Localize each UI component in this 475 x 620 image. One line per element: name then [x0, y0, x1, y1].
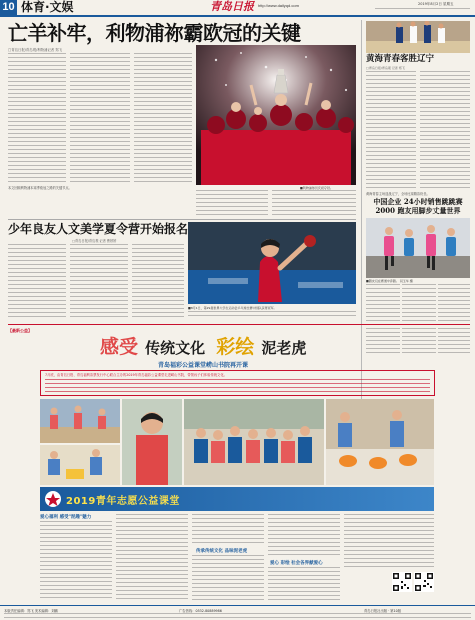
sport-caption-lines: [188, 311, 356, 319]
lead-body-col2: [70, 53, 130, 185]
lead-headline: 亡羊补牢，利物浦祢霸欧冠的关键: [8, 21, 301, 45]
feature-photo-1: [40, 399, 120, 443]
celebration-photo: [196, 45, 356, 185]
masthead-url: http://www.dailyqd.com: [258, 3, 299, 8]
middle-subhead: □青岛日报/青岛观 记者 曹婷婷: [72, 239, 117, 243]
kids-painting-photo: [40, 445, 120, 485]
feature-tag: 【最新公益】: [8, 328, 32, 333]
basketball-photo: [366, 21, 470, 53]
craft-table-photo: [326, 399, 434, 485]
right-mid-body-col1: [366, 284, 400, 354]
runners-photo: [366, 218, 470, 278]
feature-body-col3: [192, 514, 264, 546]
lead-body-col4: [196, 190, 268, 218]
section-rule: [8, 219, 356, 220]
footer-right: 青岛日报社出版 · 第10版: [364, 609, 402, 613]
feature-rule: [8, 324, 470, 325]
feature-col-head-1: 爱心福利 感受"泥趣"魅力: [40, 515, 92, 520]
masthead-links: [375, 8, 470, 12]
sport-photo-caption: ■8月1日，第29届世界大学生运动会乒乓球比赛中国队获得冠军。: [188, 306, 277, 310]
feature-body-col3b: [192, 555, 264, 601]
feature-body-col5: [344, 514, 434, 569]
right-top-byline: □青岛日报/青岛观 记者 郑飞: [366, 66, 405, 70]
right-mid-headline: 中国企业 24小时销售跳跳赛 2000 跑友用脚步丈量世界: [373, 197, 463, 215]
middle-headline: 少年良友人文美学夏令营开始报名: [8, 222, 189, 236]
middle-body-col2: [70, 244, 128, 320]
feature-photo-2: [40, 445, 120, 485]
footer-left: 本版责任编辑：郑飞 美术编辑：刘鹏: [4, 609, 58, 613]
footer: [4, 607, 471, 619]
feature-banner: [40, 487, 434, 511]
masthead-date: 2019年8月2日 星期五: [418, 2, 454, 6]
pingpong-photo: [188, 222, 356, 304]
section-title: 体育·文娱: [21, 0, 74, 14]
lead-byline: □青岛日报/青岛观/利物浦记者 郑飞: [8, 48, 63, 52]
classroom-photo: [40, 399, 120, 443]
lead-body-col5: [272, 190, 356, 218]
feature-body-col4b: [268, 567, 340, 601]
lead-body-col1: [8, 53, 66, 185]
sport-photo: [188, 222, 356, 304]
feature-photo-3: [122, 399, 182, 485]
right-mid-body-col3: [438, 284, 470, 354]
feature-headline-1: 感受: [100, 336, 139, 358]
feature-body-col4: [268, 514, 340, 558]
lead-body-col3: [134, 53, 192, 185]
feature-photo-5: [326, 399, 434, 485]
feature-headline-3: 彩绘: [216, 336, 255, 358]
feature-intro-box: [40, 370, 435, 396]
feature-headline-4: 泥老虎: [261, 339, 307, 357]
masthead-rule: [0, 15, 475, 17]
right-top-headline: 黄海青春客胜辽宁: [366, 54, 435, 64]
group-photo: [184, 399, 324, 485]
feature-banner-text: 2019青年志愿公益课堂: [66, 496, 180, 507]
feature-subtitle: 青岛福彩公益课堂崂山书院再开课: [158, 362, 249, 369]
middle-body-col3: [132, 244, 184, 320]
masthead-logo: 青岛日报: [210, 0, 254, 13]
qr-code-icon[interactable]: [392, 572, 412, 592]
footer-mid: 广告热线：0532-80889986: [179, 609, 222, 613]
lead-photo: [196, 45, 356, 185]
welfare-logo-icon: [44, 490, 62, 508]
right-mid-photo: [366, 218, 470, 278]
feature-headline-2: 传统文化: [145, 339, 206, 357]
feature-body-col1: [40, 521, 112, 601]
right-mid-caption: ■跑友们在赛道中奔跑。 闫玉华 摄: [366, 279, 413, 283]
middle-body-col1: [8, 244, 66, 320]
right-mid-body-col2: [402, 284, 436, 354]
feature-body-col2: [116, 514, 188, 601]
right-top-photo: [366, 21, 470, 53]
feature-headline: [100, 332, 306, 356]
masthead: [0, 0, 475, 20]
feature-intro: 7月底，由青岛日报、青岛福利彩票发行中心联合主办的2019年青岛福彩公益课堂走进崂山书院，带领孩子们体验传统文化。: [45, 373, 227, 377]
feature-photo-4: [184, 399, 324, 485]
lead-caption: ■利物浦球员庆祝夺冠。: [300, 186, 333, 190]
lead-body-hint: 本文回顾利物浦本赛季欧冠之路的关键节点。: [8, 186, 72, 190]
student-portrait-photo: [122, 399, 182, 485]
feature-col-head-2: 传承传统文化 品味泥老虎: [196, 549, 248, 554]
right-top-body-col2: [420, 71, 470, 191]
right-top-body-hint: 黄海青春主场迎战辽宁，全场比赛精彩纷呈。: [366, 192, 430, 196]
feature-col-head-3: 爱心 彩绘 社会各界献爱心: [270, 561, 323, 566]
qr-code-icon[interactable]: [414, 572, 434, 592]
right-top-body-col1: [366, 71, 416, 191]
footer-rule: [0, 605, 475, 606]
footer-info: [4, 613, 471, 618]
page-number: 10: [0, 0, 17, 15]
